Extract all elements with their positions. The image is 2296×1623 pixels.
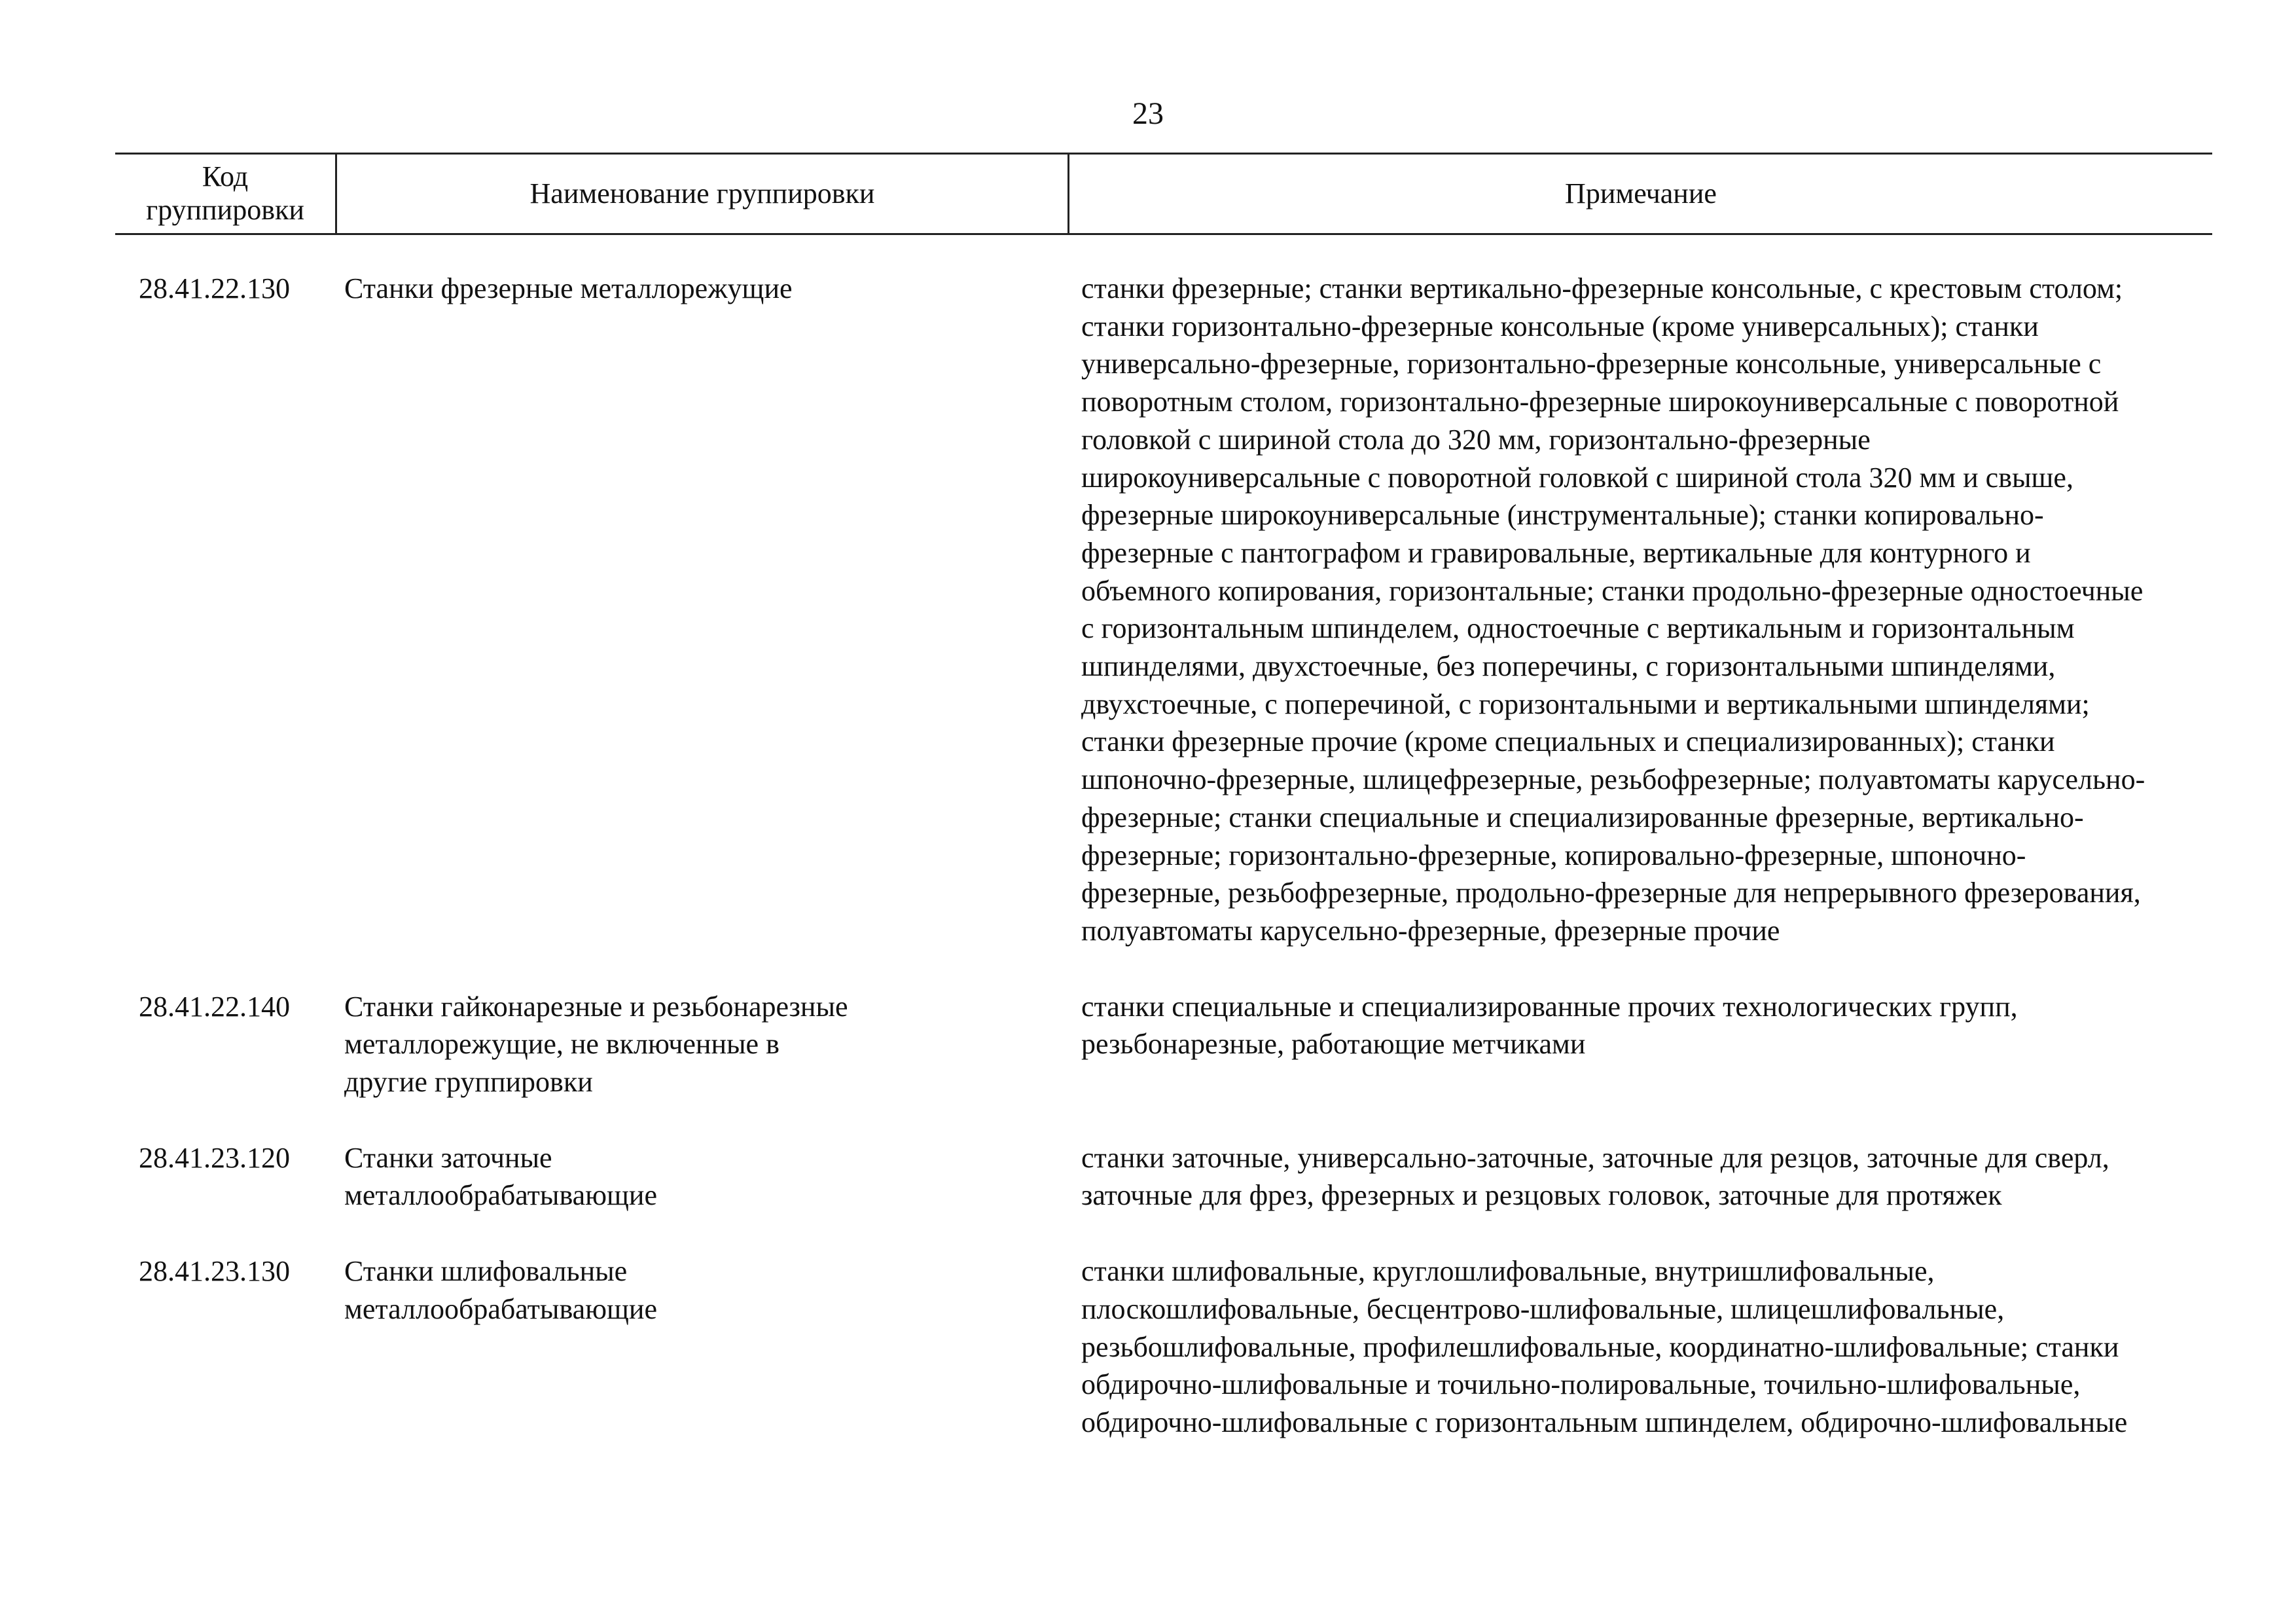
row-note-line: обдирочно-шлифовальные и точильно-полировальные, точильно-шлифовальные, — [1081, 1368, 2081, 1401]
row-name-line: металлорежущие, не включенные в — [344, 1028, 780, 1061]
row-note — [1081, 1252, 2212, 1442]
row-name — [344, 988, 1081, 1101]
row-name-line: Станки гайконарезные и резьбонарезные — [344, 990, 848, 1023]
row-note-line: шпинделями, двухстоечные, без поперечины, с горизонтальными шпинделями, — [1081, 650, 2056, 683]
row-note-line: с горизонтальным шпинделем, одностоечные с вертикальным и горизонтальным — [1081, 612, 2075, 645]
header-code — [115, 155, 337, 233]
row-note-line: станки фрезерные прочие (кроме специальных и специализированных); станки — [1081, 725, 2055, 758]
row-note-line: широкоуниверсальные с поворотной головкой с шириной стола 320 мм и свыше, — [1081, 461, 2073, 494]
row-note-line: объемного копирования, горизонтальные; станки продольно-фрезерные одностоечные — [1081, 574, 2144, 607]
row-note-line: станки шлифовальные, круглошлифовальные, внутришлифовальные, — [1081, 1255, 1935, 1288]
row-name-line: другие группировки — [344, 1066, 593, 1099]
row-note-line: фрезерные, резьбофрезерные, продольно-фрезерные для непрерывного фрезерования, — [1081, 877, 2141, 909]
header-code-line1: Код — [202, 160, 249, 193]
table-row — [115, 1252, 2212, 1442]
header-name: Наименование группировки — [337, 155, 1069, 233]
row-name — [344, 270, 1081, 308]
row-note — [1081, 988, 2212, 1063]
row-note-line: фрезерные с пантографом и гравировальные, вертикальные для контурного и — [1081, 536, 2031, 569]
row-name-line: Станки заточные — [344, 1141, 552, 1174]
row-name — [344, 1252, 1081, 1328]
row-note-line: резьбонарезные, работающие метчиками — [1081, 1028, 1586, 1061]
row-name — [344, 1139, 1081, 1214]
header-note: Примечание — [1565, 177, 1717, 210]
row-note-line: полуавтоматы карусельно-фрезерные, фрезерные прочие — [1081, 914, 1780, 947]
row-note-line: двухстоечные, с поперечиной, с горизонтальными и вертикальными шпинделями; — [1081, 687, 2090, 720]
row-note-line: фрезерные; станки специальные и специализированные фрезерные, вертикально- — [1081, 801, 2084, 833]
table-header — [115, 153, 2212, 235]
row-note-line: обдирочно-шлифовальные с горизонтальным шпинделем, обдирочно-шлифовальные — [1081, 1406, 2128, 1438]
row-note-line: поворотным столом, горизонтально-фрезерные широкоуниверсальные с поворотной — [1081, 386, 2119, 418]
row-note-line: станки специальные и специализированные прочих технологических групп, — [1081, 990, 2018, 1023]
row-note — [1081, 270, 2212, 950]
table-row — [115, 270, 2212, 950]
row-code: 28.41.23.120 — [139, 1141, 290, 1174]
row-note — [1081, 1139, 2212, 1214]
header-code-line2: группировки — [146, 194, 304, 226]
row-code: 28.41.23.130 — [139, 1255, 290, 1288]
row-note-line: заточные для фрез, фрезерных и резцовых головок, заточные для протяжек — [1081, 1179, 2002, 1212]
row-note-line: станки фрезерные; станки вертикально-фрезерные консольные, с крестовым столом; — [1081, 272, 2123, 304]
row-note-line: фрезерные широкоуниверсальные (инструментальные); станки копировально- — [1081, 499, 2044, 532]
row-code: 28.41.22.130 — [139, 272, 290, 304]
row-note-line: резьбошлифовальные, профилешлифовальные, координатно-шлифовальные; станки — [1081, 1330, 2119, 1363]
row-note-line: плоскошлифовальные, бесцентрово-шлифовальные, шлицешлифовальные, — [1081, 1292, 2005, 1325]
row-name-line: Станки фрезерные металлорежущие — [344, 272, 793, 304]
row-note-line: универсально-фрезерные, горизонтально-фрезерные консольные, универсальные с — [1081, 348, 2102, 380]
table-body — [115, 270, 2212, 1480]
row-note-line: шпоночно-фрезерные, шлицефрезерные, резьбофрезерные; полуавтоматы карусельно- — [1081, 763, 2145, 796]
page-number: 23 — [1132, 96, 1164, 131]
row-note-line: головкой с шириной стола до 320 мм, горизонтально-фрезерные — [1081, 423, 1871, 456]
row-name-line: Станки шлифовальные — [344, 1255, 628, 1288]
row-name-line: металлообрабатывающие — [344, 1292, 658, 1325]
row-code: 28.41.22.140 — [139, 990, 290, 1023]
row-name-line: металлообрабатывающие — [344, 1179, 658, 1212]
row-note-line: фрезерные; горизонтально-фрезерные, копировально-фрезерные, шпоночно- — [1081, 839, 2026, 871]
row-note-line: станки заточные, универсально-заточные, заточные для резцов, заточные для сверл, — [1081, 1141, 2109, 1174]
row-note-line: станки горизонтально-фрезерные консольные (кроме универсальных); станки — [1081, 310, 2039, 342]
table-row — [115, 988, 2212, 1101]
table-row — [115, 1139, 2212, 1214]
